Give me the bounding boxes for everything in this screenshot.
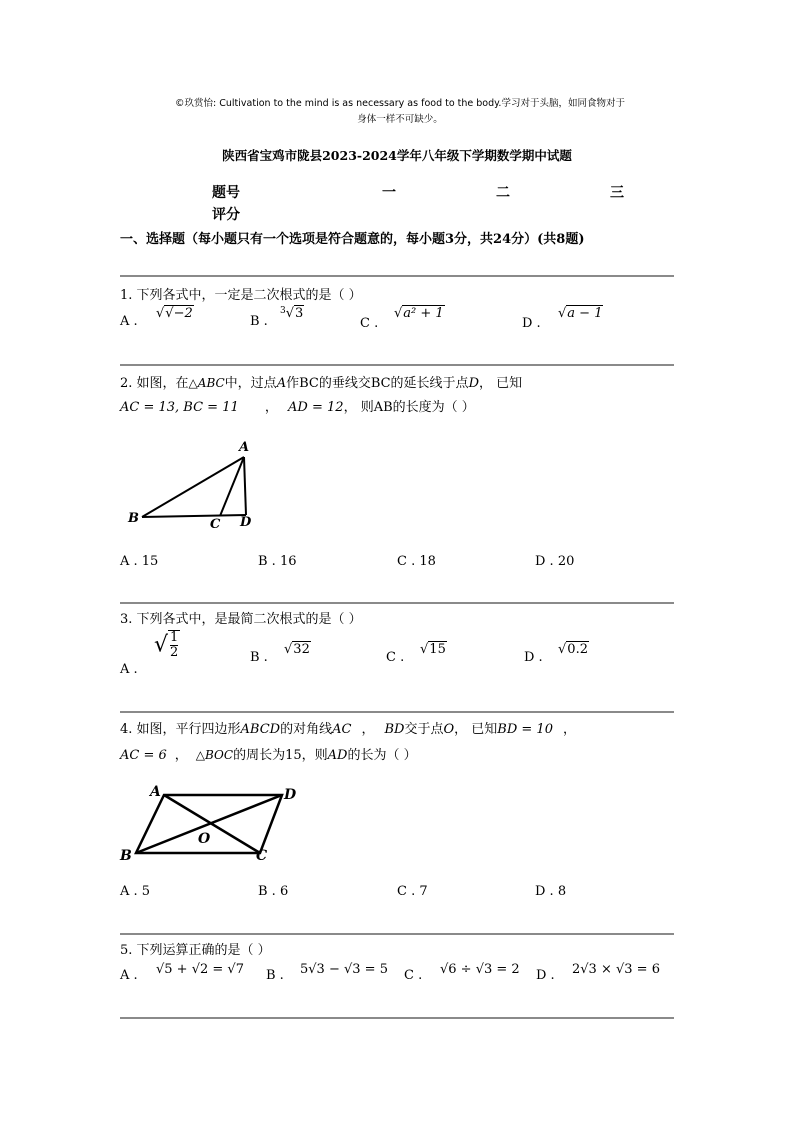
score-table-row1-label: 题号 xyxy=(212,185,240,201)
q5-option-a-expr: √5 + √2 = √7 xyxy=(156,962,244,977)
q3-b-radicand: 32 xyxy=(293,642,310,657)
q4-condition-ac: AC = 6 xyxy=(120,748,167,763)
q2-label-a: A xyxy=(239,440,250,455)
q5-option-c-label: C . xyxy=(404,968,423,983)
q1-option-d-expr: √a − 1 xyxy=(558,306,603,321)
q4-option-c: C . 7 xyxy=(397,884,428,899)
score-table-row2-label: 评分 xyxy=(212,207,240,223)
q4-option-b: B . 6 xyxy=(258,884,289,899)
q5-option-d-expr: 2√3 × √3 = 6 xyxy=(572,962,660,977)
q2-label-d: D xyxy=(240,515,252,530)
q1-option-b-expr: $^3$√3 xyxy=(280,306,304,321)
q1-c-radicand: a² + 1 xyxy=(403,306,444,321)
q2-label-b: B xyxy=(128,511,139,526)
q4-option-a: A . 5 xyxy=(120,884,151,899)
q1-option-a-expr: √√−2 xyxy=(156,306,193,321)
q4-label-c: C xyxy=(256,848,268,864)
q1-option-c-label: C . xyxy=(360,316,379,331)
q2-text: ， xyxy=(264,400,278,415)
q3-option-b-expr: √32 xyxy=(284,642,310,657)
q4-text: ， xyxy=(562,722,576,737)
q4-label-o: O xyxy=(198,831,211,847)
q4-label-d: D xyxy=(284,787,297,803)
q2-condition-1: AC = 13, BC = 11 xyxy=(120,400,239,415)
q2-text: 作BC的垂线交BC的延长线于点 xyxy=(286,376,469,391)
question-1-stem: 1. 下列各式中，一定是二次根式的是（ ） xyxy=(120,288,362,303)
question-2-stem xyxy=(120,372,680,391)
q2-point-d: D xyxy=(468,376,479,391)
q1-b-index: 3 xyxy=(280,306,286,316)
q2-option-a: A . 15 xyxy=(120,554,159,569)
q2-segment-bd xyxy=(142,515,246,517)
section-heading: 一、选择题（每小题只有一个选项是符合题意的，每小题3分，共24分）(共8题) xyxy=(120,232,585,247)
score-table-col-1: 一 xyxy=(382,185,396,201)
q2-text: 中，过点 xyxy=(224,376,277,391)
q2-point-a: A xyxy=(276,376,287,391)
question-2-conditions xyxy=(120,396,475,415)
q3-option-c-expr: √15 xyxy=(420,642,446,657)
divider xyxy=(120,933,674,935)
q3-option-a-expr: $√\frac{1}{2}$ xyxy=(154,630,179,660)
q3-a-denominator: 2 xyxy=(170,645,179,660)
q4-condition-bd: BD = 10 xyxy=(497,722,553,737)
q1-a-radicand: √−2 xyxy=(165,306,193,321)
q4-side-ad: AD xyxy=(327,748,348,763)
q2-text: 2. 如图，在 xyxy=(120,376,189,391)
q3-option-a-label: A . xyxy=(120,662,138,677)
q5-option-a-label: A . xyxy=(120,968,138,983)
q3-a-numerator: 1 xyxy=(170,630,179,645)
q2-label-c: C xyxy=(210,517,221,532)
q2-segment-ad xyxy=(244,457,246,515)
question-5-stem: 5. 下列运算正确的是（ ） xyxy=(120,943,271,958)
motto-line-1: ©玖赏怡: Cultivation to the mind is as necessary as food to the body.学习对于头脑，如同食物对于 xyxy=(175,98,625,109)
question-4-stem xyxy=(120,718,680,737)
q1-option-d-label: D . xyxy=(522,316,541,331)
q4-label-b: B xyxy=(120,848,132,864)
q4-parallelogram-figure xyxy=(118,780,308,866)
score-table xyxy=(120,182,674,226)
score-table-col-3: 三 xyxy=(610,185,624,201)
q5-option-d-label: D . xyxy=(536,968,555,983)
q5-option-b-label: B . xyxy=(266,968,284,983)
divider xyxy=(120,1017,674,1019)
q4-label-a: A xyxy=(150,784,161,800)
q2-segment-ab xyxy=(142,457,244,517)
q2-triangle: △ABC xyxy=(188,376,225,390)
divider xyxy=(120,364,674,366)
divider xyxy=(120,275,674,277)
divider xyxy=(120,711,674,713)
q3-option-b-label: B . xyxy=(250,650,268,665)
q2-option-b: B . 16 xyxy=(258,554,297,569)
question-4-stem-line2 xyxy=(120,744,417,763)
q4-triangle-boc: △BOC xyxy=(195,748,234,762)
q4-text: ， 已知 xyxy=(454,722,498,737)
q4-text: 4. 如图，平行四边形 xyxy=(120,722,241,737)
q4-text: 的周长为15，则 xyxy=(233,748,328,763)
q1-b-radicand: 3 xyxy=(295,306,304,321)
q3-option-d-label: D . xyxy=(524,650,543,665)
q2-text: ， 则AB的长度为（ ） xyxy=(343,400,475,415)
q2-condition-2: AD = 12 xyxy=(288,400,344,415)
q5-option-b-expr: 5√3 − √3 = 5 xyxy=(300,962,388,977)
motto xyxy=(120,96,680,128)
question-3-stem: 3. 下列各式中，是最简二次根式的是（ ） xyxy=(120,612,362,627)
score-table-col-2: 二 xyxy=(496,185,510,201)
q1-option-b-label: B . xyxy=(250,314,268,329)
q4-parallelogram: ABCD xyxy=(240,722,281,737)
q3-option-d-expr: √0.2 xyxy=(558,642,588,657)
q2-triangle-figure xyxy=(126,436,276,532)
q2-text: ， 已知 xyxy=(479,376,523,391)
q2-option-c: C . 18 xyxy=(397,554,436,569)
q1-d-radicand: a − 1 xyxy=(567,306,603,321)
q1-option-a-label: A . xyxy=(120,314,138,329)
page-title: 陕西省宝鸡市陇县2023-2024学年八年级下学期数学期中试题 xyxy=(222,148,572,163)
q4-option-d: D . 8 xyxy=(535,884,567,899)
q4-point-o: O xyxy=(443,722,455,737)
q3-option-c-label: C . xyxy=(386,650,405,665)
q4-text: 交于点 xyxy=(404,722,444,737)
q4-text: 的对角线 xyxy=(280,722,333,737)
q4-text: ， xyxy=(361,722,375,737)
q4-text: 的长为（ ） xyxy=(347,748,417,763)
q4-diagonal-ac: AC xyxy=(332,722,352,737)
q1-option-c-expr: √a² + 1 xyxy=(394,306,444,321)
q3-c-radicand: 15 xyxy=(429,642,446,657)
q2-option-d: D . 20 xyxy=(535,554,575,569)
divider xyxy=(120,602,674,604)
q5-option-c-expr: √6 ÷ √3 = 2 xyxy=(440,962,520,977)
motto-line-2: 身体一样不可缺少。 xyxy=(357,114,443,125)
q4-diagonal-bd: BD xyxy=(384,722,405,737)
q2-segment-ac xyxy=(220,457,244,516)
q4-text: ， xyxy=(174,748,188,763)
q3-d-radicand: 0.2 xyxy=(567,642,588,657)
